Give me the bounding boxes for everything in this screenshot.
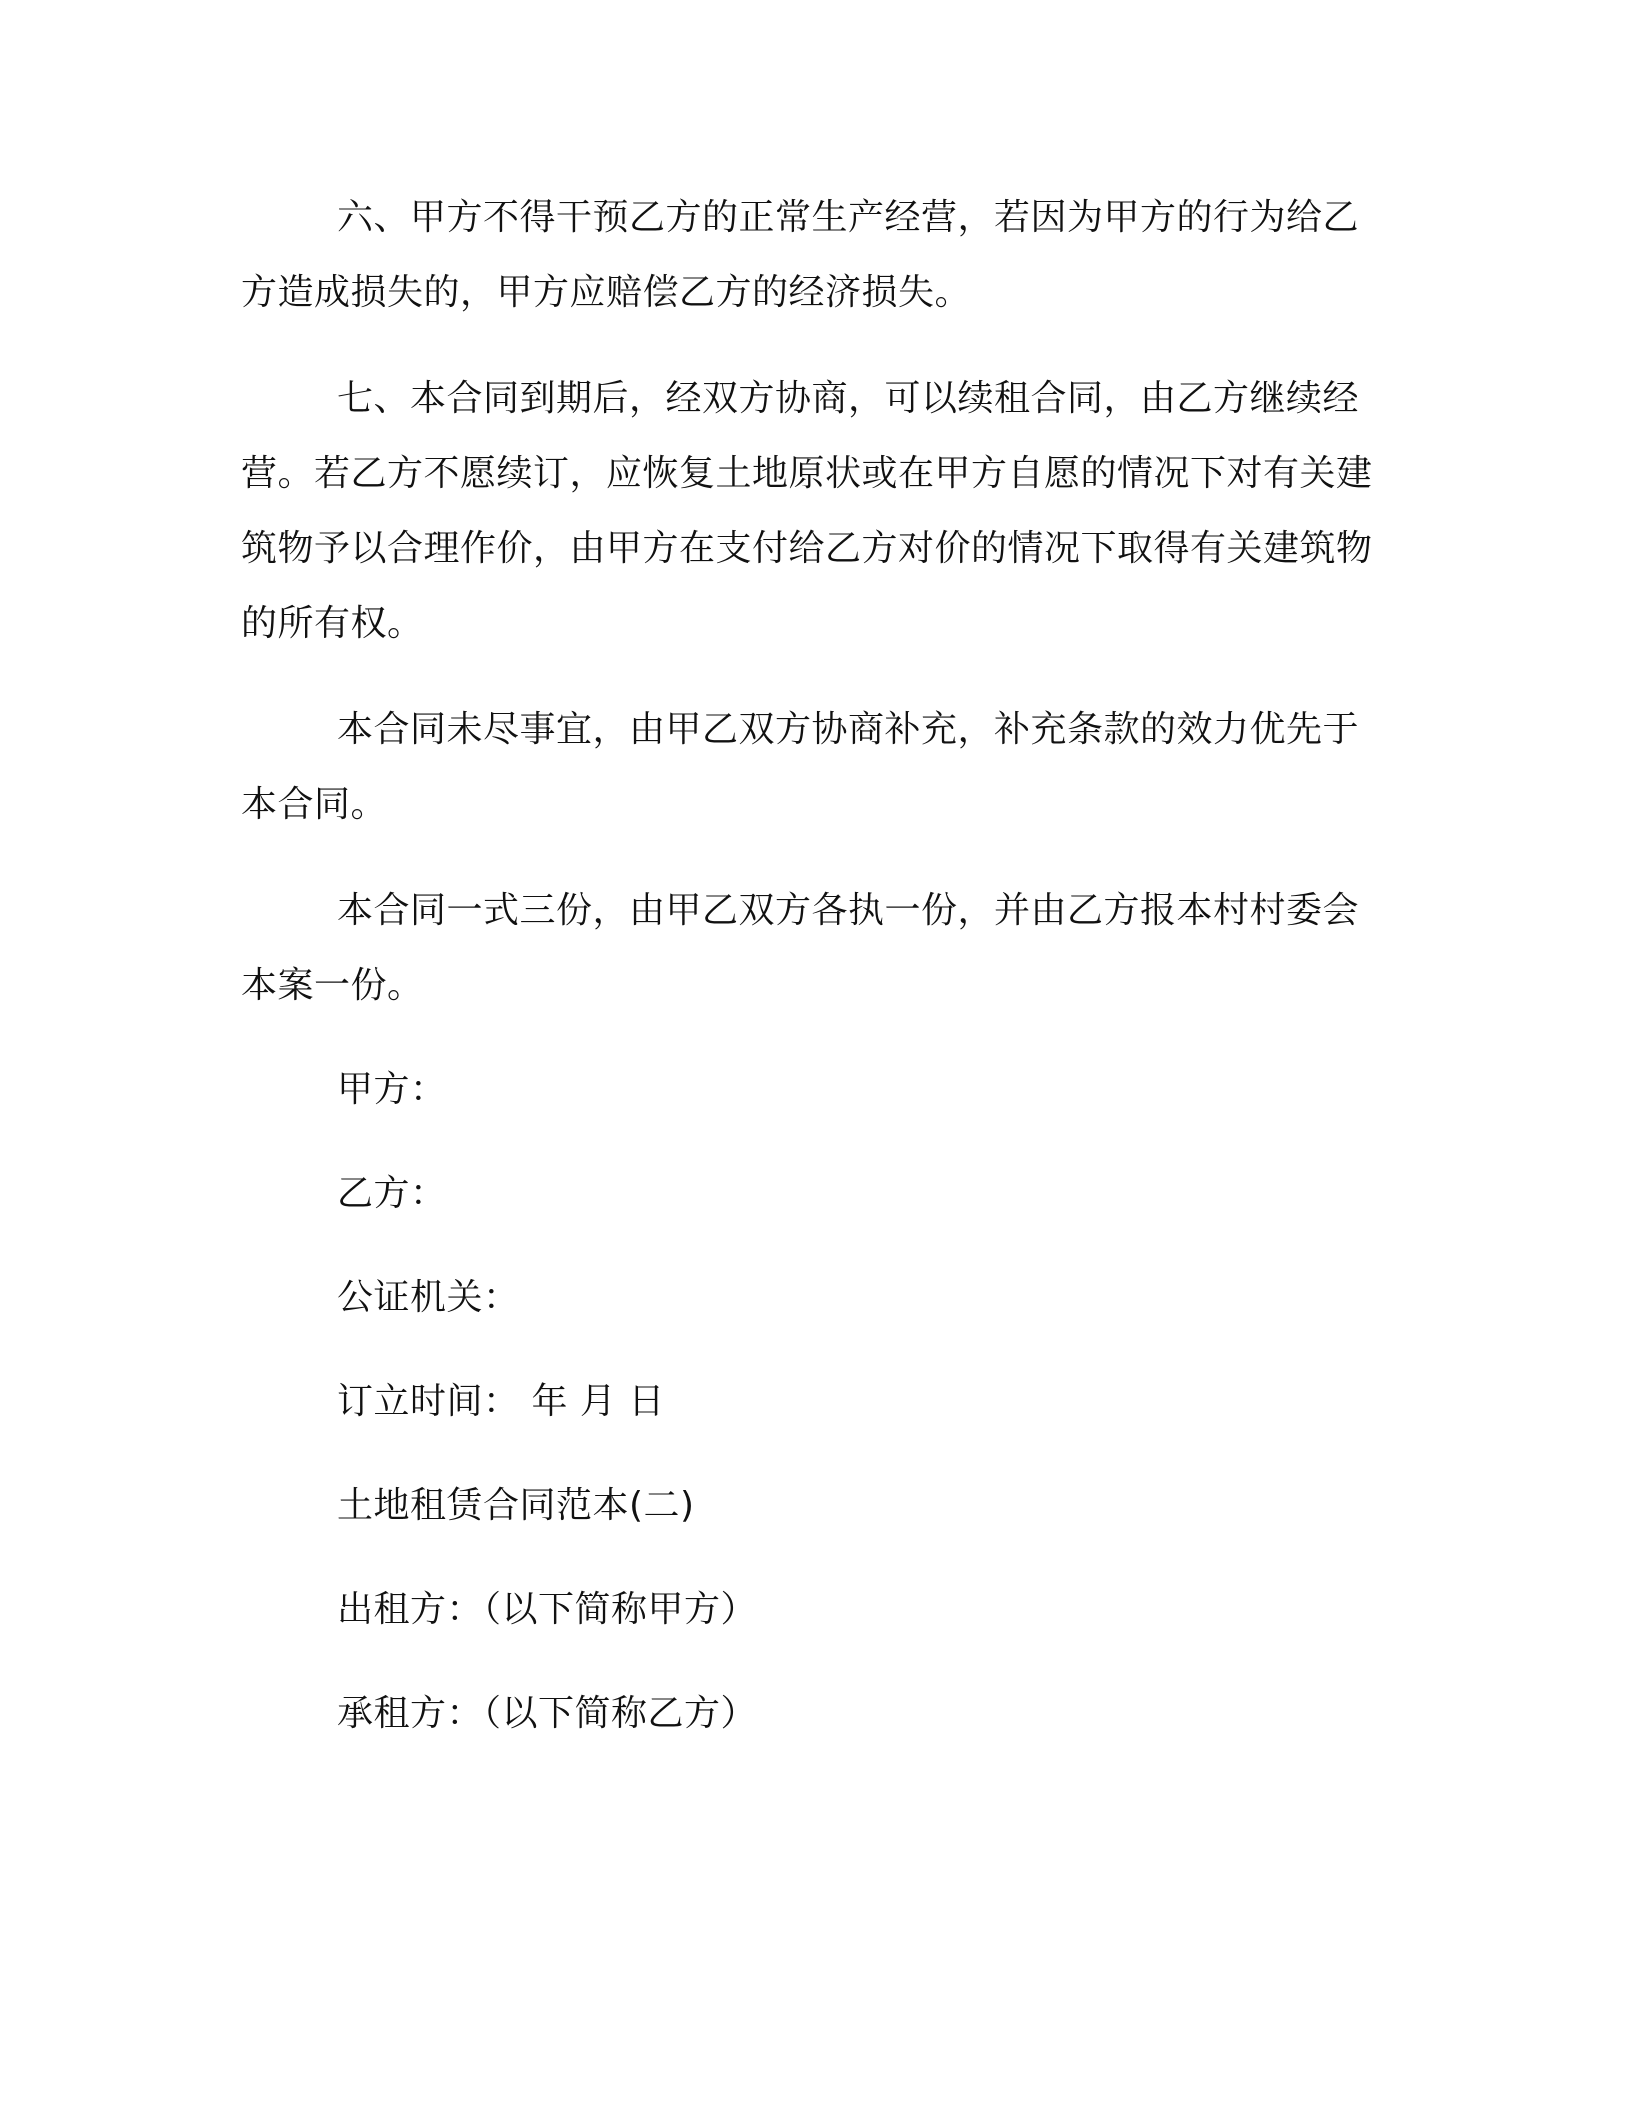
clause-six: 六、甲方不得干预乙方的正常生产经营，若因为甲方的行为给乙方造成损失的，甲方应赔偿乙方的经济损失。 [241,197,1360,313]
document-body [241,180,1386,1751]
lessee-line: 承租方：（以下简称乙方） [337,1693,758,1734]
signing-date: 订立时间： 年 月 日 [337,1381,665,1422]
notary-signature: 公证机关： [337,1277,520,1318]
party-b-signature: 乙方： [337,1173,447,1214]
party-a-signature: 甲方： [337,1069,447,1110]
clause-seven: 七、本合同到期后，经双方协商，可以续租合同，由乙方继续经营。若乙方不愿续订，应恢复土地原状或在甲方自愿的情况下对有关建筑物予以合理作价，由甲方在支付给乙方对价的情况下取得有关建筑物的所有权。 [241,378,1373,644]
supplementary-clause: 本合同未尽事宜，由甲乙双方协商补充，补充条款的效力优先于本合同。 [241,709,1360,825]
second-contract-title: 土地租赁合同范本(二) [337,1485,695,1526]
copies-clause: 本合同一式三份，由甲乙双方各执一份，并由乙方报本村村委会本案一份。 [241,890,1360,1006]
lessor-line: 出租方：（以下简称甲方） [337,1589,758,1630]
